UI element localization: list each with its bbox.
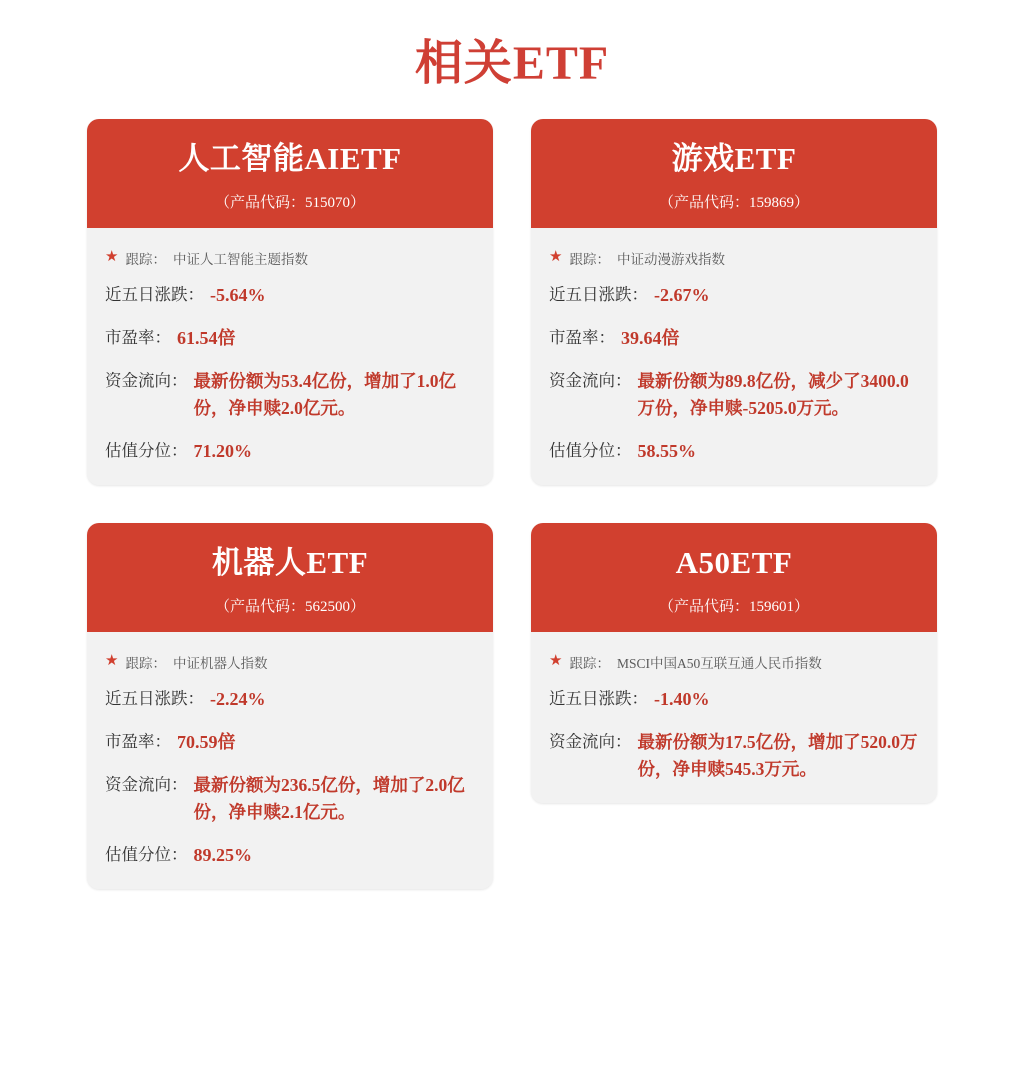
etf-valuation-percentile <box>549 438 919 465</box>
metric-value: 最新份额为89.8亿份，减少了3400.0万份，净申赎-5205.0万元。 <box>637 370 909 418</box>
metric-label: 市盈率： <box>105 327 171 347</box>
metric-value: 70.59倍 <box>177 731 236 752</box>
etf-track-value: 中证机器人指数 <box>172 655 268 671</box>
metric-value: 71.20% <box>193 440 252 461</box>
metric-value: 最新份额为53.4亿份，增加了1.0亿份，净申赎2.0亿元。 <box>193 370 456 418</box>
metric-value: 39.64倍 <box>621 327 680 348</box>
etf-fund-flow <box>105 772 475 826</box>
etf-track-row <box>105 652 475 672</box>
etf-valuation-percentile <box>105 842 475 869</box>
etf-card[interactable] <box>531 523 937 803</box>
etf-product-code: （产品代码：515070） <box>214 194 365 211</box>
metric-label: 近五日涨跌： <box>549 284 648 304</box>
metric-label: 估值分位： <box>105 440 188 460</box>
etf-pe-ratio <box>105 325 475 352</box>
metric-value: -1.40% <box>654 688 710 709</box>
etf-track-label: 跟踪： <box>125 251 166 267</box>
etf-track-label: 跟踪： <box>569 655 610 671</box>
metric-value: -2.67% <box>654 284 710 305</box>
etf-track-label: 跟踪： <box>569 251 610 267</box>
etf-track-label: 跟踪： <box>125 655 166 671</box>
etf-card-body <box>531 228 937 485</box>
metric-value: 最新份额为17.5亿份，增加了520.0万份，净申赎545.3万元。 <box>637 731 918 779</box>
etf-fund-flow <box>105 368 475 422</box>
etf-card-body <box>87 632 493 889</box>
etf-name: 人工智能AIETF <box>178 141 402 176</box>
metric-label: 市盈率： <box>549 327 615 347</box>
metric-label: 近五日涨跌： <box>105 688 204 708</box>
etf-track-row <box>549 652 919 672</box>
etf-five-day-change <box>549 282 919 309</box>
etf-name: 游戏ETF <box>671 141 797 176</box>
etf-fund-flow <box>549 729 919 783</box>
metric-value: -5.64% <box>210 284 266 305</box>
etf-five-day-change <box>105 282 475 309</box>
metric-label: 近五日涨跌： <box>549 688 648 708</box>
page-title: 相关ETF <box>414 37 610 90</box>
metric-value: -2.24% <box>210 688 266 709</box>
metric-label: 近五日涨跌： <box>105 284 204 304</box>
etf-card-grid <box>0 119 1024 889</box>
star-icon: ★ <box>105 653 119 670</box>
etf-card-header <box>531 119 937 228</box>
etf-card[interactable] <box>531 119 937 485</box>
etf-card-header <box>87 523 493 632</box>
metric-label: 估值分位： <box>105 844 188 864</box>
metric-label: 资金流向： <box>105 370 188 390</box>
metric-value: 58.55% <box>637 440 696 461</box>
etf-track-value: MSCI中国A50互联互通人民币指数 <box>616 655 822 671</box>
star-icon: ★ <box>549 653 563 670</box>
etf-five-day-change <box>105 686 475 713</box>
metric-label: 市盈率： <box>105 731 171 751</box>
etf-card-body <box>531 632 937 803</box>
etf-fund-flow <box>549 368 919 422</box>
metric-label: 资金流向： <box>549 731 632 751</box>
etf-card[interactable] <box>87 119 493 485</box>
etf-name: A50ETF <box>675 544 793 580</box>
etf-five-day-change <box>549 686 919 713</box>
etf-valuation-percentile <box>105 438 475 465</box>
etf-card[interactable] <box>87 523 493 889</box>
etf-pe-ratio <box>549 325 919 352</box>
etf-track-value: 中证人工智能主题指数 <box>172 251 308 267</box>
star-icon: ★ <box>549 249 563 266</box>
metric-label: 估值分位： <box>549 440 632 460</box>
etf-card-body <box>87 228 493 485</box>
metric-value: 61.54倍 <box>177 327 236 348</box>
etf-product-code: （产品代码：159869） <box>658 194 809 211</box>
etf-card-header <box>531 523 937 632</box>
etf-product-code: （产品代码：562500） <box>214 598 365 615</box>
etf-card-header <box>87 119 493 228</box>
star-icon: ★ <box>105 249 119 266</box>
etf-track-row <box>105 248 475 268</box>
metric-label: 资金流向： <box>549 370 632 390</box>
etf-track-value: 中证动漫游戏指数 <box>616 251 725 267</box>
metric-value: 最新份额为236.5亿份，增加了2.0亿份，净申赎2.1亿元。 <box>193 774 465 822</box>
etf-pe-ratio <box>105 729 475 756</box>
etf-name: 机器人ETF <box>211 544 369 580</box>
etf-track-row <box>549 248 919 268</box>
etf-product-code: （产品代码：159601） <box>658 598 809 615</box>
metric-value: 89.25% <box>193 844 252 865</box>
metric-label: 资金流向： <box>105 774 188 794</box>
